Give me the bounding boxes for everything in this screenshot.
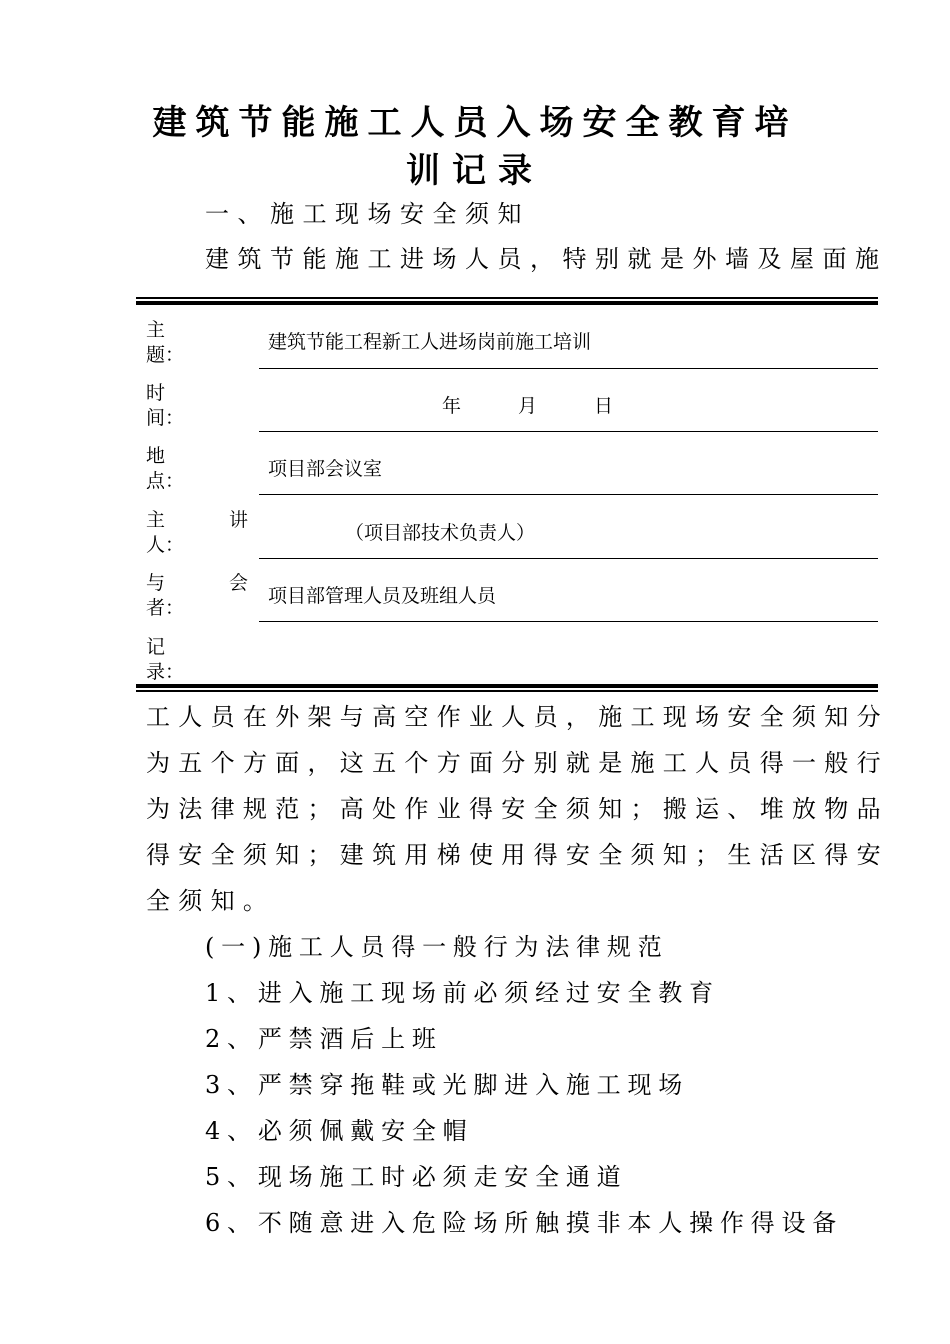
row-label-right: 讲: [229, 509, 249, 531]
row-divider: [259, 368, 878, 369]
row-divider: [259, 431, 878, 432]
paragraph-line: 全须知。: [146, 887, 276, 915]
row-label-bottom: 录：: [146, 661, 185, 683]
row-label-bottom: 题：: [146, 344, 185, 366]
date-value: 年 月 日: [442, 395, 614, 417]
intro-paragraph-first-line: 建筑节能施工进场人员，特别就是外墙及屋面施: [205, 245, 888, 273]
table-top-rule-thin: [136, 297, 878, 299]
paragraph-line: 为法律规范；高处作业得安全须知；搬运、堆放物品: [146, 795, 889, 823]
row-label-top: 记: [146, 636, 166, 658]
topic-value: 建筑节能工程新工人进场岗前施工培训: [268, 331, 592, 353]
row-label-bottom: 间：: [146, 407, 185, 429]
table-bottom-rule-thin: [136, 690, 878, 692]
body-paragraph: [146, 694, 889, 924]
paragraph-line: 得安全须知；建筑用梯使用得安全须知；生活区得安: [146, 841, 889, 869]
row-label-bottom: 点：: [146, 470, 185, 492]
row-label-top: 与: [146, 572, 166, 594]
row-divider: [259, 494, 878, 495]
document-title-line-1: 建筑节能施工人员入场安全教育培: [152, 103, 798, 143]
row-label-top: 时: [146, 382, 166, 404]
row-label-top: 主: [146, 509, 166, 531]
conduct-rules-list: [205, 924, 843, 1246]
attendees-value: 项目部管理人员及班组人员: [268, 585, 497, 607]
location-value: 项目部会议室: [268, 458, 383, 480]
row-label-bottom: 人：: [146, 534, 185, 556]
list-item: 1、进入施工现场前必须经过安全教育: [205, 979, 720, 1007]
paragraph-line: 为五个方面，这五个方面分别就是施工人员得一般行: [146, 749, 889, 777]
table-top-rule-thick: [136, 301, 878, 305]
row-divider: [259, 558, 878, 559]
paragraph-line: 工人员在外架与高空作业人员，施工现场安全须知分: [146, 703, 889, 731]
list-item: 3、严禁穿拖鞋或光脚进入施工现场: [205, 1071, 690, 1099]
list-item: 2、严禁酒后上班: [205, 1025, 443, 1053]
row-label-right: 会: [229, 572, 249, 594]
section-heading-site-safety: 一、施工现场安全须知: [205, 200, 530, 228]
list-item: 6、不随意进入危险场所触摸非本人操作得设备: [205, 1209, 844, 1237]
list-item: 4、必须佩戴安全帽: [205, 1117, 474, 1145]
row-divider: [259, 621, 878, 622]
row-label-top: 地: [146, 445, 166, 467]
list-item: 5、现场施工时必须走安全通道: [205, 1163, 628, 1191]
subsection-heading: (一)施工人员得一般行为法律规范: [205, 933, 669, 961]
table-bottom-rule-thick: [136, 684, 878, 688]
lecturer-value: （项目部技术负责人）: [345, 522, 536, 544]
row-label-top: 主: [146, 319, 166, 341]
row-label-bottom: 者：: [146, 597, 185, 619]
document-title-line-2: 训记录: [406, 151, 544, 191]
